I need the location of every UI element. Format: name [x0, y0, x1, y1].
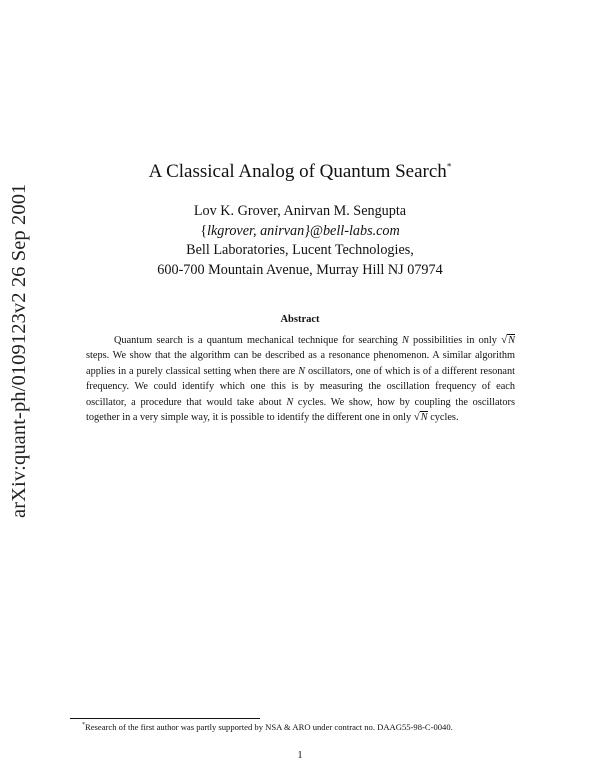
- email-usernames: lkgrover, anirvan: [207, 222, 305, 239]
- sqrt-symbol: √: [501, 334, 508, 346]
- paper-title-text: A Classical Analog of Quantum Search: [148, 161, 447, 182]
- footnote-text: Research of the first author was partly supported by NSA & ARO under contract no. DAAG55-98-C-0040.: [85, 722, 453, 732]
- sqrt-var: N: [420, 412, 428, 424]
- abstract-text-6: cycles.: [427, 412, 459, 424]
- abstract-text-4: oscillators, one of which is of a different resonant frequency. We could identify which one this is by measuring the oscillation frequency of each oscillator, a procedure that would take about: [86, 365, 515, 408]
- sqrt-n: [501, 335, 515, 346]
- sqrt-var: N: [508, 335, 515, 346]
- email-domain: }@bell-labs.com: [304, 222, 400, 239]
- author-emails: [0, 222, 600, 242]
- abstract-text-2: possibilities in only: [408, 335, 502, 346]
- abstract-var-n: N: [286, 396, 294, 408]
- abstract-text-5: cycles. We show, how by coupling the oscillators together in a very simple way, it is possible to identify the different one in only: [86, 396, 515, 424]
- sqrt-n: [414, 412, 428, 423]
- abstract-var-n: N: [298, 365, 306, 377]
- abstract-body: [86, 333, 515, 425]
- author-names: Lov K. Grover, Anirvan M. Sengupta: [193, 203, 407, 219]
- paper-title: [0, 160, 600, 184]
- author-affiliation: Bell Laboratories, Lucent Technologies,: [186, 242, 414, 258]
- abstract-var-n: N: [402, 335, 409, 346]
- page-number: 1: [297, 750, 303, 761]
- title-footnote-mark: *: [446, 161, 452, 172]
- footnote-mark: *: [82, 722, 85, 729]
- footnote-divider: [70, 718, 260, 719]
- author-block: [0, 202, 600, 280]
- sqrt-symbol: √: [413, 411, 420, 424]
- abstract-text-1: Quantum search is a quantum mechanical technique for searching: [114, 335, 402, 346]
- abstract-text-3: steps. We show that the algorithm can be described as a resonance phenomenon. A similar algorithm applies in a purely classical setting when there are: [86, 350, 515, 377]
- author-address: 600-700 Mountain Avenue, Murray Hill NJ 07974: [157, 261, 443, 278]
- footnote: [82, 722, 453, 732]
- email-open-brace: {: [200, 222, 208, 239]
- abstract-heading: Abstract: [280, 314, 320, 325]
- arxiv-identifier: arXiv:quant-ph/0109123v2 26 Sep 2001: [8, 183, 30, 518]
